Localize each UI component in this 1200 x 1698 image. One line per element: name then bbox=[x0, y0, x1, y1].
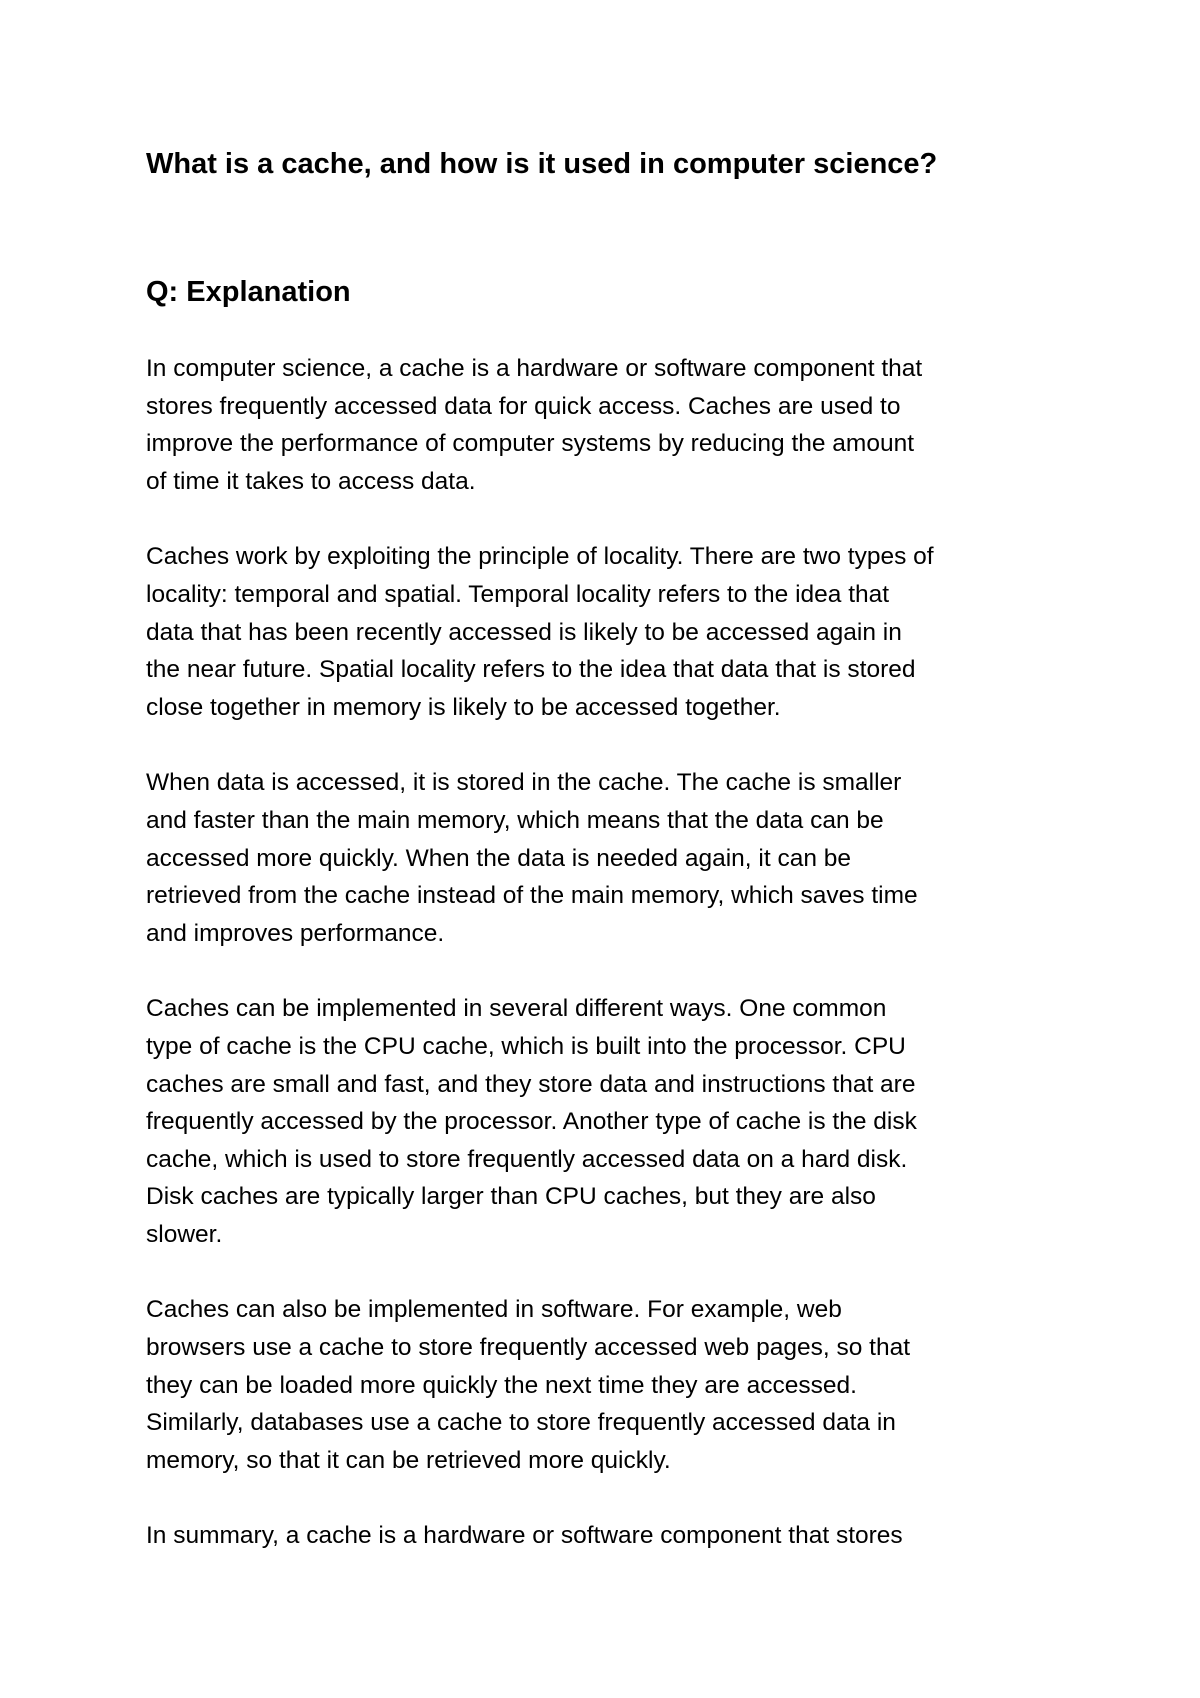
text-line: the near future. Spatial locality refers to the idea that data that is stored bbox=[146, 656, 916, 684]
paragraph bbox=[146, 350, 1076, 500]
text-line: they can be loaded more quickly the next time they are accessed. bbox=[146, 1371, 857, 1399]
text-line: In summary, a cache is a hardware or software component that stores bbox=[146, 1522, 903, 1550]
text-line: data that has been recently accessed is likely to be accessed again in bbox=[146, 618, 902, 646]
text-line: In computer science, a cache is a hardware or software component that bbox=[146, 355, 923, 382]
text-line: Caches can also be implemented in software. For example, web bbox=[146, 1296, 842, 1324]
text-line: of time it takes to access data. bbox=[146, 467, 476, 495]
text-line: slower. bbox=[146, 1220, 223, 1248]
paragraph bbox=[146, 1291, 1076, 1479]
text-line: When data is accessed, it is stored in the cache. The cache is smaller bbox=[146, 769, 902, 797]
text-line: cache, which is used to store frequently accessed data on a hard disk. bbox=[146, 1145, 908, 1173]
text-line: Similarly, databases use a cache to store frequently accessed data in bbox=[146, 1409, 896, 1437]
text-line: frequently accessed by the processor. Another type of cache is the disk bbox=[146, 1108, 917, 1136]
text-line: type of cache is the CPU cache, which is built into the processor. CPU bbox=[146, 1032, 906, 1060]
text-line: Caches can be implemented in several different ways. One common bbox=[146, 995, 887, 1023]
paragraph bbox=[146, 538, 1076, 726]
body-text bbox=[146, 350, 1076, 1593]
text-line: browsers use a cache to store frequently accessed web pages, so that bbox=[146, 1334, 911, 1362]
text-line: Disk caches are typically larger than CPU caches, but they are also bbox=[146, 1183, 876, 1211]
text-line: improve the performance of computer systems by reducing the amount bbox=[146, 430, 915, 458]
text-line: stores frequently accessed data for quick access. Caches are used to bbox=[146, 392, 901, 420]
text-line: accessed more quickly. When the data is needed again, it can be bbox=[146, 844, 852, 872]
section-heading: Q: Explanation bbox=[146, 276, 351, 308]
text-line: locality: temporal and spatial. Temporal locality refers to the idea that bbox=[146, 580, 890, 608]
text-line: retrieved from the cache instead of the main memory, which saves time bbox=[146, 882, 918, 910]
paragraph bbox=[146, 990, 1076, 1253]
paragraph bbox=[146, 1517, 1076, 1555]
text-line: Caches work by exploiting the principle of locality. There are two types of bbox=[146, 543, 934, 571]
text-line: caches are small and fast, and they store data and instructions that are bbox=[146, 1070, 916, 1098]
paragraph bbox=[146, 764, 1076, 952]
document-title: What is a cache, and how is it used in computer science? bbox=[146, 148, 938, 180]
text-line: and faster than the main memory, which means that the data can be bbox=[146, 806, 884, 834]
text-line: and improves performance. bbox=[146, 919, 445, 947]
text-line: close together in memory is likely to be accessed together. bbox=[146, 693, 781, 721]
text-line: memory, so that it can be retrieved more quickly. bbox=[146, 1446, 671, 1474]
